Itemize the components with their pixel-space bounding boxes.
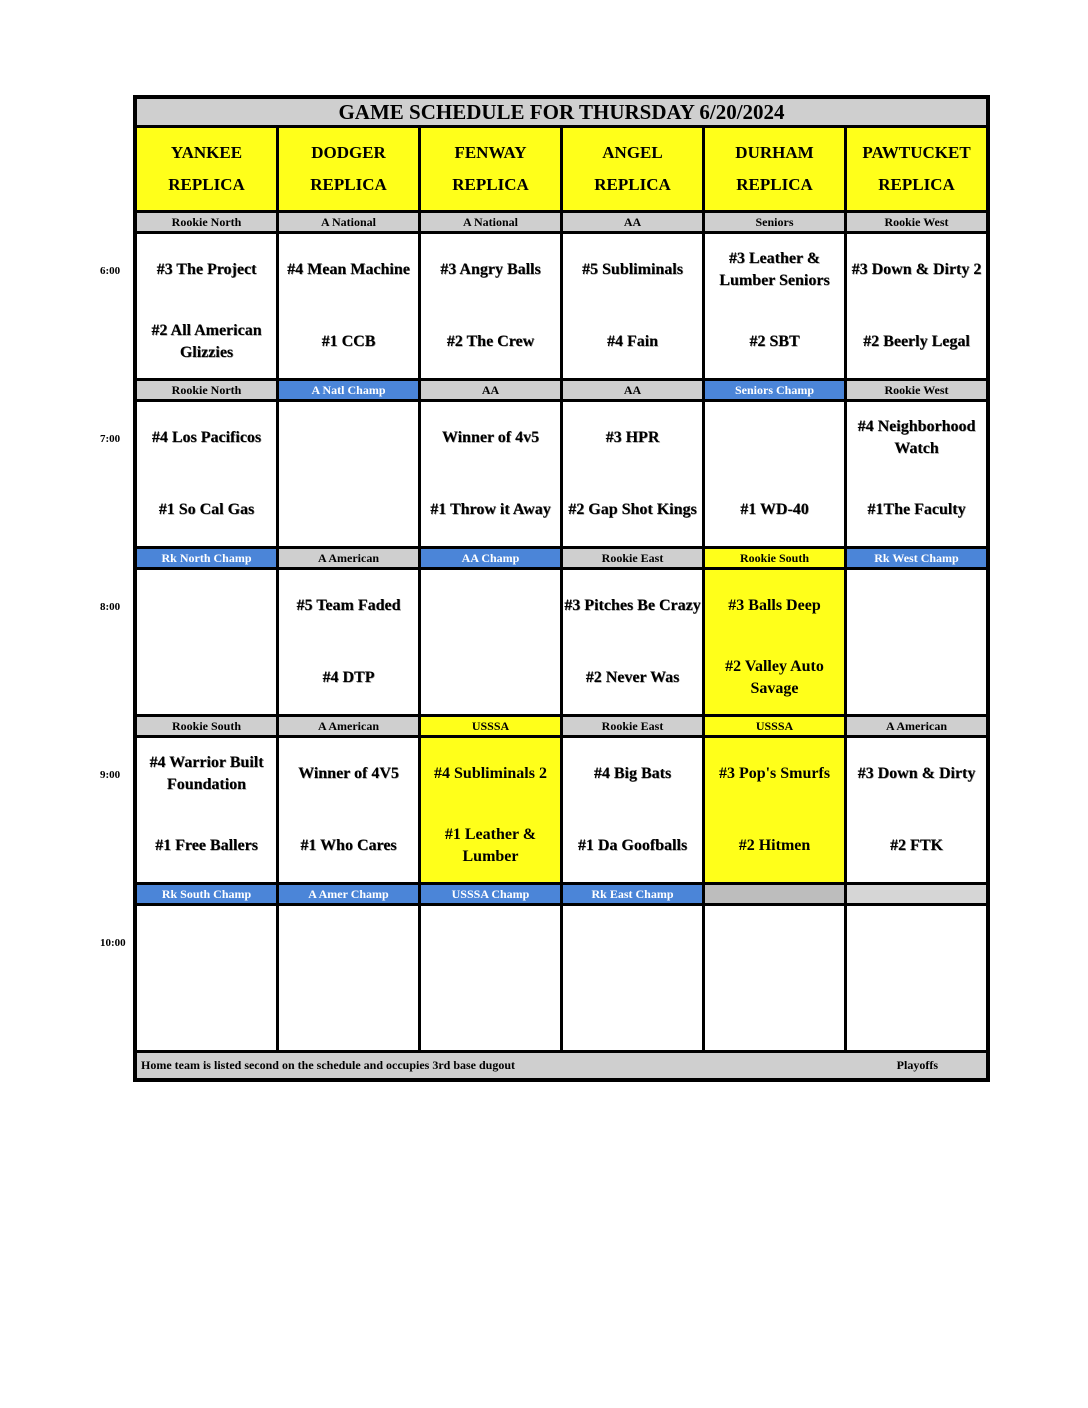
- away-team: #3 HPR: [605, 429, 660, 446]
- home-team: [421, 978, 560, 1050]
- division-label: USSSA: [705, 717, 844, 735]
- game-cell: [421, 906, 560, 1050]
- division-label: A National: [279, 213, 418, 231]
- field-header: [421, 128, 560, 210]
- home-team: #2 The Crew: [446, 333, 535, 350]
- away-team: #3 The Project: [156, 261, 257, 278]
- division-label: A Amer Champ: [279, 885, 418, 903]
- field-sub: REPLICA: [878, 175, 955, 194]
- away-team: #4 Warrior Built Foundation: [149, 754, 264, 793]
- game-cell: [705, 570, 844, 714]
- game-cell: [847, 402, 986, 546]
- division-label: Rookie East: [563, 717, 702, 735]
- away-team: [279, 402, 418, 474]
- game-cell: [421, 570, 560, 714]
- division-label: Rk West Champ: [847, 549, 986, 567]
- game-cell: [421, 234, 560, 378]
- division-label: A American: [279, 717, 418, 735]
- away-team: [847, 570, 986, 642]
- field-header: [137, 128, 276, 210]
- division-label: A Natl Champ: [279, 381, 418, 399]
- time-label: 7:00: [100, 433, 121, 445]
- field-name: DODGER: [311, 143, 386, 162]
- away-team: #3 Down & Dirty 2: [851, 261, 982, 278]
- division-label: Rk East Champ: [563, 885, 702, 903]
- division-label: AA: [563, 213, 702, 231]
- field-header: [847, 128, 986, 210]
- division-label: Rookie West: [847, 213, 986, 231]
- home-team: [847, 642, 986, 714]
- away-team: #3 Balls Deep: [728, 597, 821, 614]
- game-cell: [563, 570, 702, 714]
- field-sub: REPLICA: [452, 175, 529, 194]
- game-cell: [847, 570, 986, 714]
- division-label: Rookie North: [137, 381, 276, 399]
- game-cell: [563, 906, 702, 1050]
- home-team: #1 WD-40: [740, 501, 809, 518]
- home-team: #2 Hitmen: [738, 837, 811, 854]
- away-team: [279, 906, 418, 978]
- away-team: #5 Subliminals: [582, 261, 683, 278]
- footer-legend: Playoffs: [896, 1058, 938, 1072]
- away-team: #4 Los Pacificos: [151, 429, 262, 446]
- field-name: FENWAY: [454, 143, 527, 162]
- home-team: #2 Never Was: [585, 669, 680, 686]
- division-label: A American: [279, 549, 418, 567]
- division-label: Seniors Champ: [705, 381, 844, 399]
- schedule-title: GAME SCHEDULE FOR THURSDAY 6/20/2024: [137, 99, 986, 125]
- footer-note: Home team is listed second on the schedule and occupies 3rd base dugout: [141, 1058, 516, 1072]
- away-team: #3 Leather & Lumber Seniors: [719, 250, 830, 289]
- division-label: Rk North Champ: [137, 549, 276, 567]
- game-cell: [563, 402, 702, 546]
- time-label: 10:00: [100, 937, 126, 949]
- field-sub: REPLICA: [168, 175, 245, 194]
- home-team: [279, 474, 418, 546]
- division-label: Seniors: [705, 213, 844, 231]
- away-team: [137, 906, 276, 978]
- home-team: #4 DTP: [322, 669, 375, 686]
- home-team: #2 FTK: [890, 837, 943, 854]
- game-cell: [705, 234, 844, 378]
- field-name: DURHAM: [735, 143, 814, 162]
- division-label: AA: [563, 381, 702, 399]
- division-label: A National: [421, 213, 560, 231]
- away-team: [705, 402, 844, 474]
- game-cell: [421, 738, 560, 882]
- game-cell: [279, 402, 418, 546]
- home-team: #4 Fain: [606, 333, 659, 350]
- away-team: [563, 906, 702, 978]
- home-team: [137, 978, 276, 1050]
- time-label: 9:00: [100, 769, 121, 781]
- home-team: [279, 978, 418, 1050]
- division-label: [705, 885, 844, 903]
- game-cell: [279, 570, 418, 714]
- division-label: [847, 885, 986, 903]
- home-team: [563, 978, 702, 1050]
- game-cell: [421, 402, 560, 546]
- field-sub: REPLICA: [736, 175, 813, 194]
- game-cell: [137, 738, 276, 882]
- home-team: #1 Who Cares: [300, 837, 397, 854]
- game-cell: [847, 738, 986, 882]
- field-name: ANGEL: [602, 143, 663, 162]
- game-cell: [705, 738, 844, 882]
- home-team: #2 Valley Auto Savage: [725, 658, 824, 697]
- field-sub: REPLICA: [594, 175, 671, 194]
- schedule-table: [133, 95, 990, 1082]
- field-name: YANKEE: [170, 143, 243, 162]
- game-cell: [137, 234, 276, 378]
- division-label: Rookie South: [705, 549, 844, 567]
- away-team: [137, 570, 276, 642]
- division-label: USSSA: [421, 717, 560, 735]
- division-label: AA Champ: [421, 549, 560, 567]
- field-sub: REPLICA: [310, 175, 387, 194]
- away-team: [421, 906, 560, 978]
- game-cell: [847, 906, 986, 1050]
- division-label: Rookie North: [137, 213, 276, 231]
- game-cell: [563, 738, 702, 882]
- away-team: #3 Pitches Be Crazy: [564, 597, 701, 614]
- home-team: #1 Throw it Away: [430, 501, 551, 518]
- away-team: #3 Down & Dirty: [857, 765, 976, 782]
- game-cell: [563, 234, 702, 378]
- time-label: 6:00: [100, 265, 121, 277]
- field-header: [563, 128, 702, 210]
- footer-bar: [137, 1053, 986, 1078]
- game-cell: [279, 906, 418, 1050]
- home-team: #1The Faculty: [867, 501, 966, 518]
- away-team: Winner of 4v5: [441, 429, 540, 446]
- game-cell: [279, 234, 418, 378]
- away-team: [705, 906, 844, 978]
- away-team: [847, 906, 986, 978]
- home-team: #1 Leather & Lumber: [444, 826, 537, 865]
- division-label: Rookie West: [847, 381, 986, 399]
- home-team: #1 So Cal Gas: [158, 501, 255, 518]
- time-label: 8:00: [100, 601, 121, 613]
- division-label: A American: [847, 717, 986, 735]
- away-team: #3 Pop's Smurfs: [718, 765, 831, 782]
- home-team: #2 Gap Shot Kings: [568, 501, 697, 518]
- home-team: [705, 978, 844, 1050]
- away-team: #4 Neighborhood Watch: [857, 418, 976, 457]
- away-team: #4 Big Bats: [593, 765, 672, 782]
- division-label: Rookie South: [137, 717, 276, 735]
- division-label: USSSA Champ: [421, 885, 560, 903]
- field-header: [705, 128, 844, 210]
- away-team: Winner of 4V5: [298, 765, 399, 782]
- home-team: #2 All American Glizzies: [151, 322, 262, 361]
- game-cell: [705, 402, 844, 546]
- away-team: [421, 570, 560, 642]
- field-header: [279, 128, 418, 210]
- home-team: [421, 642, 560, 714]
- home-team: #2 SBT: [749, 333, 800, 350]
- away-team: #4 Mean Machine: [287, 261, 410, 278]
- game-cell: [279, 738, 418, 882]
- division-label: Rookie East: [563, 549, 702, 567]
- game-cell: [137, 906, 276, 1050]
- game-cell: [847, 234, 986, 378]
- away-team: #4 Subliminals 2: [434, 765, 547, 782]
- game-cell: [137, 402, 276, 546]
- game-cell: [705, 906, 844, 1050]
- away-team: #5 Team Faded: [296, 597, 401, 614]
- home-team: [137, 642, 276, 714]
- division-label: Rk South Champ: [137, 885, 276, 903]
- game-cell: [137, 570, 276, 714]
- home-team: [847, 978, 986, 1050]
- field-name: PAWTUCKET: [862, 143, 971, 162]
- home-team: #2 Beerly Legal: [863, 333, 970, 350]
- home-team: #1 Free Ballers: [155, 837, 258, 854]
- home-team: #1 Da Goofballs: [577, 837, 688, 854]
- division-label: AA: [421, 381, 560, 399]
- away-team: #3 Angry Balls: [440, 261, 541, 278]
- home-team: #1 CCB: [321, 333, 376, 350]
